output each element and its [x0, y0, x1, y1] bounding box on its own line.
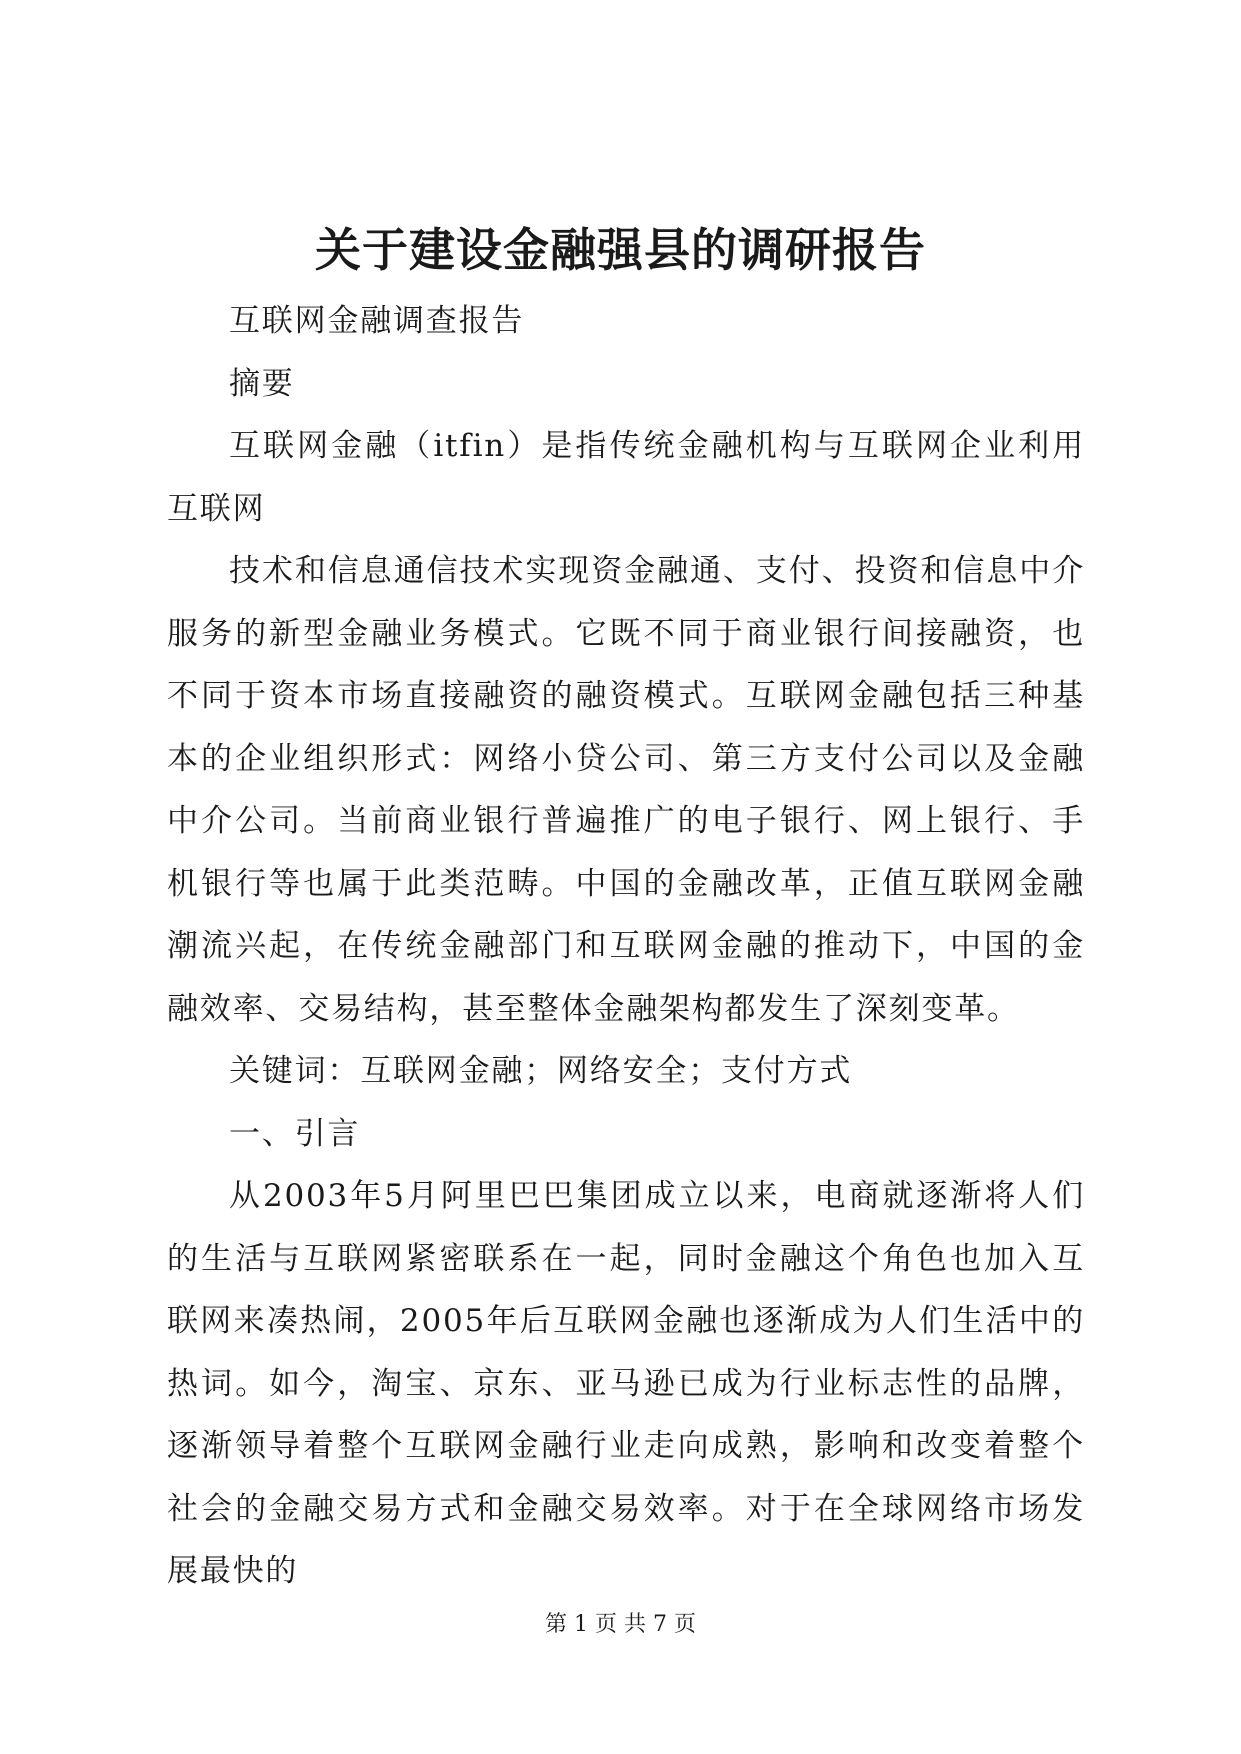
document-title: 关于建设金融强县的调研报告 — [315, 223, 926, 277]
abstract-heading: 摘要 — [229, 365, 295, 402]
subtitle-paragraph: 互联网金融调查报告 — [229, 303, 525, 339]
page-footer: 第 1 页 共 7 页 — [545, 1612, 696, 1637]
introduction-paragraph: 从2003年5月阿里巴巴集团成立以来，电商就逐渐将人们的生活与互联网紧密联系在一起，同时金融这个角色也加入互联网来凑热闹，2005年后互联网金融也逐渐成为人们生活中的热词。如今，淘宝、京东、亚马逊已成为行业标志性的品牌，逐渐领导着整个互联网金融行业走向成熟，影响和改变着整个社会的金融交易方式和金融交易效率。对于在全球网络市场发展最快的 — [167, 1178, 1085, 1589]
abstract-paragraph-2: 技术和信息通信技术实现资金融通、支付、投资和信息中介服务的新型金融业务模式。它既不同于商业银行间接融资，也不同于资本市场直接融资的融资模式。互联网金融包括三种基本的企业组织形式：网络小贷公司、第三方支付公司以及金融中介公司。当前商业银行普遍推广的电子银行、网上银行、手机银行等也属于此类范畴。中国的金融改革，正值互联网金融潮流兴起，在传统金融部门和互联网金融的推动下，中国的金融效率、交易结构，甚至整体金融架构都发生了深刻变革。 — [167, 553, 1085, 1027]
abstract-paragraph-1: 互联网金融（itfin）是指传统金融机构与互联网企业利用互联网 — [167, 428, 1085, 527]
section-heading-introduction: 一、引言 — [229, 1115, 361, 1152]
keywords-paragraph: 关键词：互联网金融；网络安全；支付方式 — [229, 1053, 853, 1089]
document-body — [167, 290, 1085, 1603]
